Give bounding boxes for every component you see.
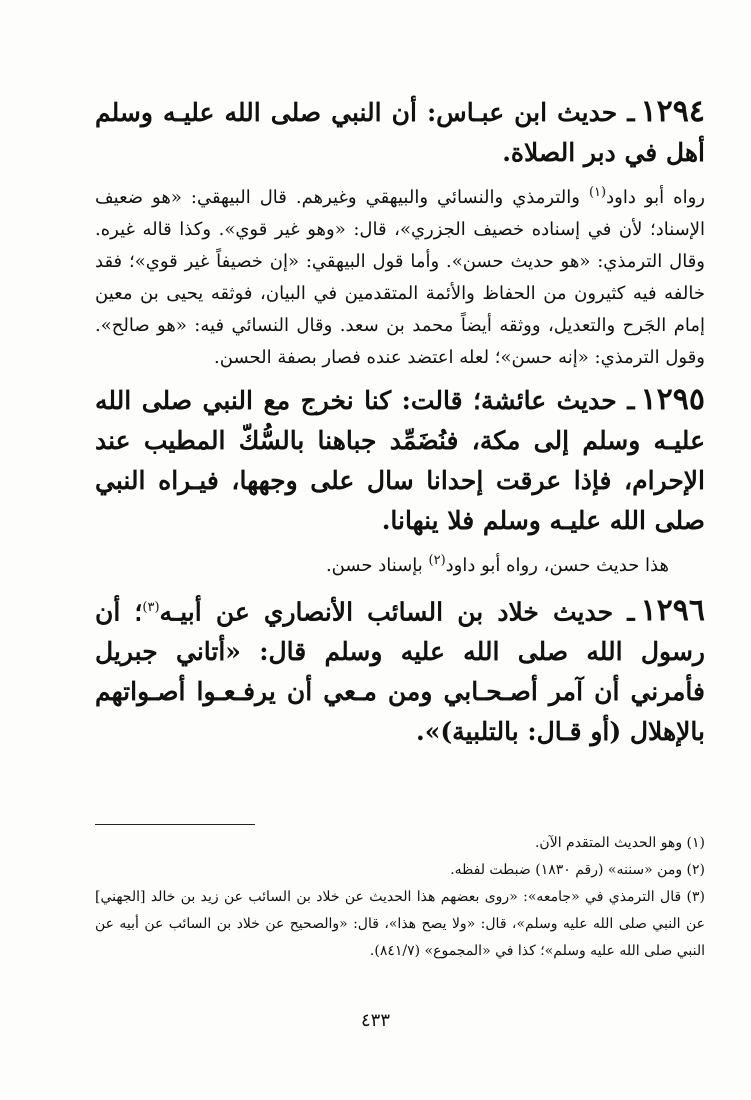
hadith-1296: [95, 588, 705, 752]
commentary-text: هذا حديث حسن، رواه أبو داود: [445, 555, 669, 576]
commentary: [95, 545, 705, 582]
commentary-text: والترمذي والنسائي والبيهقي وغيرهم. قال البيهقي: «هو ضعيف الإسناد؛ لأن في إسناده خصيف الجزري»، قال: «وهو غير قوي». وكذا قاله غيره. وقال الترمذي: «هو حديث حسن». وأما قول البيهقي: «إن خصيفاً غير قوي»؛ فقد خالفه فيه كثيرون من الحفاظ والأئمة المتقدمين في البيان، فوثقه يحيى بن معين إمام الجَرح والتعديل، ووثقه أيضاً محمد بن سعد. وقال النسائي فيه: «هو صالح». وقول الترمذي: «إنه حسن»؛ لعله اعتضد عنده فصار بصفة الحسن.: [95, 187, 705, 368]
hadith-text: [95, 380, 705, 541]
hadith-1295: [95, 380, 705, 582]
footnotes: [95, 830, 705, 965]
commentary-text: رواه أبو داود: [606, 187, 705, 208]
page-body: [95, 92, 705, 752]
hadith-number: ١٢٩٦: [640, 593, 705, 629]
commentary: [95, 177, 705, 374]
footnote-1: (١) وهو الحديث المتقدم الآن.: [534, 835, 705, 851]
hadith-body: ـ حديث عائشة؛ قالت: كنا نخرج مع النبي صلى الله عليـه وسلم إلى مكة، فنُضَمِّد جباهنا بالسُّكّ المطيب عند الإحرام، فإذا عرقت إحدانا سال على وجهها، فيـراه النبي صلى الله عليـه وسلم فلا ينهانا.: [95, 386, 705, 535]
hadith-number: ١٢٩٥: [640, 382, 705, 417]
footnote-divider: [95, 824, 255, 825]
hadith-text: [95, 92, 705, 173]
hadith-body: ـ حديث ابن عبـاس: أن النبي صلى الله عليـه وسلم أهل في دبر الصلاة.: [95, 98, 705, 167]
page-number: ٤٣٣: [360, 1010, 390, 1031]
footnote-marker: (١): [588, 185, 607, 200]
footnote-3: (٣) قال الترمذي في «جامعه»: «روى بعضهم هذا الحديث عن خلاد بن السائب عن زيد بن خالد [الجهني] عن النبي صلى الله عليه وسلم»، قال: «ولا يصح هذا»، قال: «والصحيح عن خلاد بن السائب عن أبيه عن النبي صلى الله عليه وسلم»؛ كذا في «المجموع» (٨٤١/٧).: [95, 889, 705, 959]
footnote-marker: (٣): [142, 600, 160, 615]
footnote-marker: (٢): [428, 553, 446, 568]
hadith-text: [95, 588, 705, 752]
hadith-body: ـ حديث خلاد بن السائب الأنصاري عن أبيـه: [159, 597, 635, 627]
hadith-body: ؛ أن رسول الله صلى الله عليه وسلم قال: «أتاني جبريل فأمرني أن آمر أصـحـابي ومن مـعي أن يرفـعـوا أصـواتهم بالإهلال (أو قـال: بالتلبية)».: [95, 597, 705, 747]
commentary-text: بإسناد حسن.: [325, 555, 429, 576]
footnote-2: (٢) ومن «سننه» (رقم ١٨٣٠) ضبطت لفظه.: [450, 862, 705, 878]
hadith-number: ١٢٩٤: [640, 94, 705, 129]
hadith-1294: [95, 92, 705, 374]
